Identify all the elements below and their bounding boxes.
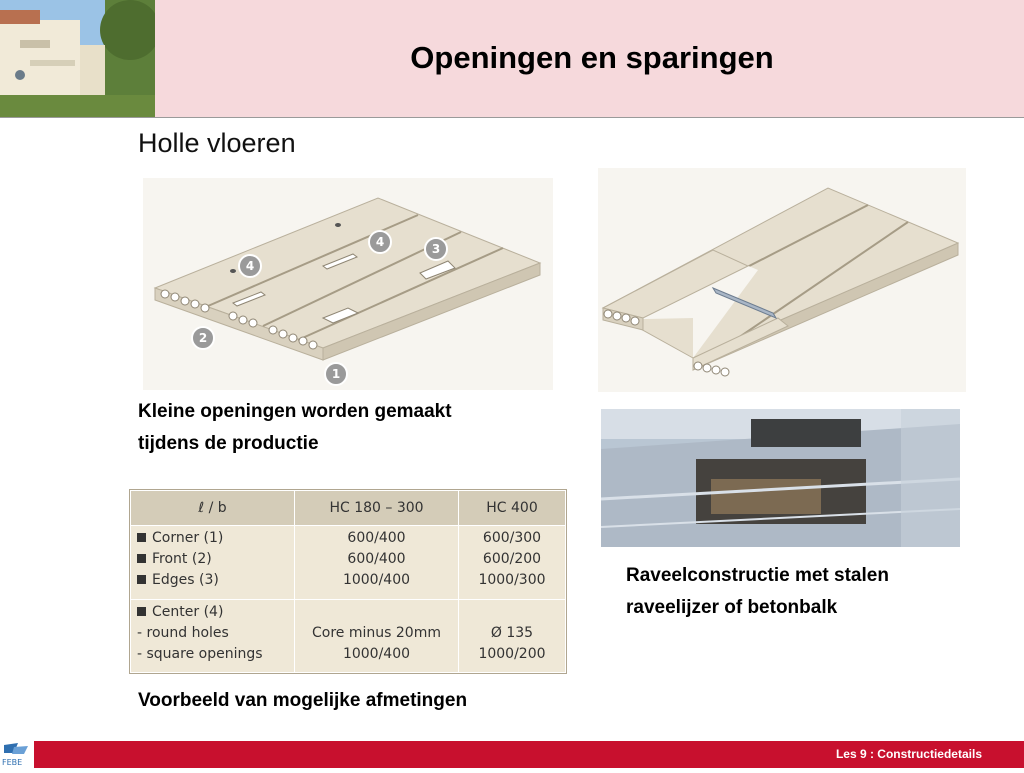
svg-text:FEBE: FEBE	[2, 758, 23, 767]
table-header-hc400: HC 400	[459, 491, 566, 526]
caption-small-openings-line1: Kleine openingen worden gemaakt	[138, 401, 452, 422]
row-label-round-holes: - round holes	[137, 624, 229, 641]
section-subtitle: Holle vloeren	[138, 128, 296, 158]
opening-dimensions-table	[129, 489, 567, 674]
building-photo	[0, 0, 155, 117]
row-label-corner: Corner	[152, 530, 200, 546]
caption-example-dimensions: Voorbeeld van mogelijke afmetingen	[138, 690, 468, 711]
table-row: Corner (1) Front (2) Edges (3) 600/400 600/400 1000/400 600/300 600/200 1000/300	[131, 526, 566, 600]
caption-small-openings-line2: tijdens de productie	[138, 433, 319, 454]
febe-logo	[0, 741, 34, 768]
callout-1: 1	[331, 367, 341, 381]
row-label-center: Center	[152, 603, 200, 620]
callout-4a: 4	[245, 259, 255, 273]
page-title: Openingen en sparingen	[410, 40, 774, 75]
trimmer-construction-photo	[601, 409, 960, 547]
footer-lesson-label: Les 9 : Constructiedetails	[835, 747, 982, 761]
callout-4b: 4	[375, 235, 385, 249]
hollow-core-openings-diagram	[143, 178, 553, 390]
row-label-front: Front	[152, 551, 188, 567]
table-header-lb: ℓ / b	[131, 491, 295, 526]
table-row: Center (4) - round holes - square openings Core minus 20mm 1000/400 Ø 135 1000/200	[131, 599, 566, 673]
callout-3: 3	[431, 242, 441, 256]
callout-2: 2	[198, 331, 208, 345]
caption-trimmer-line1: Raveelconstructie met stalen	[626, 565, 889, 586]
row-label-square-openings: - square openings	[137, 645, 263, 662]
row-label-edges: Edges	[152, 572, 195, 588]
trimmer-construction-diagram	[598, 168, 966, 392]
caption-trimmer-line2: raveelijzer of betonbalk	[626, 597, 838, 618]
table-header-hc180: HC 180 – 300	[295, 491, 459, 526]
